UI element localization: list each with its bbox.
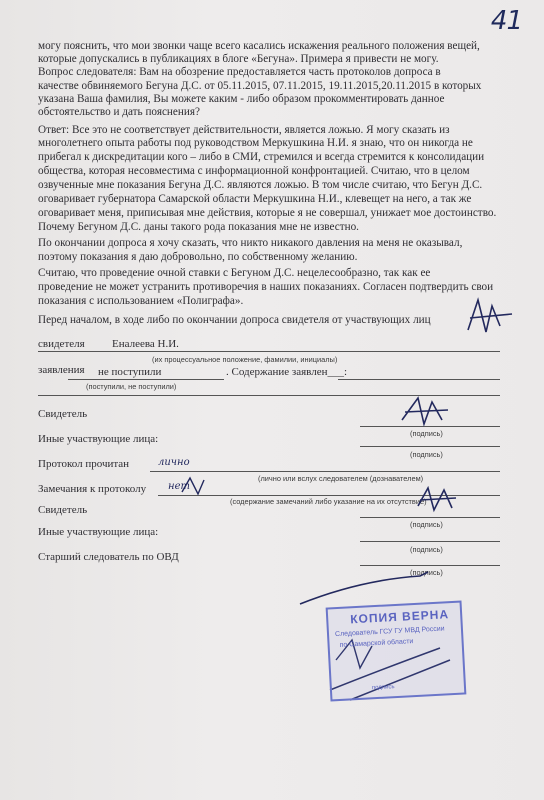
body-line: оговаривает меня, приписывая мне действия, которые я не совершал, унижает мое достоинство. xyxy=(38,207,497,219)
body-line: По окончании допроса я хочу сказать, что никто никакого давления на меня не оказывал, xyxy=(38,237,463,249)
body-line: Перед началом, в ходе либо по окончании допроса свидетеля от участвующих лиц xyxy=(38,314,431,326)
sign-caption: (подпись) xyxy=(410,450,443,459)
stamp-line: подпись xyxy=(371,684,395,692)
sign-label-read: Протокол прочитан xyxy=(38,458,130,470)
body-line: поэтому показания я даю добровольно, по собственному желанию. xyxy=(38,251,358,263)
sign-caption: (подпись) xyxy=(410,568,443,577)
signature-mark xyxy=(402,398,448,424)
sign-caption: (подпись) xyxy=(410,429,443,438)
read-caption: (лично или вслух следователем (дознавателем) xyxy=(258,474,424,483)
body-line: общества, которая несовместима с информационной конфронтацией. Считаю, что в целом xyxy=(38,165,470,177)
body-line: озвученные мне показания Бегуна Д.С. являются ложью. В том числе считаю, что Бегун Д.С. xyxy=(38,179,483,191)
body-line: оговаривает губернатора Самарской области Меркушкина Н.И., клевещет на него, а так же xyxy=(38,193,472,205)
copy-certified-stamp xyxy=(326,601,467,702)
signature-mark xyxy=(300,572,428,604)
sign-label-witness-2: Свидетель xyxy=(38,504,88,516)
body-line: которые допускались в публикациях в блоге «Бегуна». Примера я привести не могу. xyxy=(38,53,439,65)
remarks-handwriting: нет xyxy=(168,481,190,492)
statements-value: не поступили xyxy=(98,366,162,378)
statements-caption: (поступили, не поступили) xyxy=(86,382,177,391)
body-line: указана Ваша фамилия, Вы можете каким - либо образом прокомментировать данное xyxy=(38,93,445,105)
stamp-line: по Самарской области xyxy=(339,638,414,649)
body-line: Ответ: Все это не соответствует действительности, является ложью. Я могу сказать из xyxy=(38,124,450,136)
witness-caption: (их процессуальное положение, фамилии, инициалы) xyxy=(152,355,338,364)
sign-label-witness: Свидетель xyxy=(38,408,88,420)
body-line: показания с использованием «Полиграфа». xyxy=(38,295,244,307)
body-line: могу пояснить, что мои звонки чаще всего касались искажения реального положения вещей, xyxy=(38,40,480,52)
body-line: прибегал к дискредитации кого – либо в СМИ, стремился и всегда стремится к консолидации xyxy=(38,151,485,163)
body-line: качестве обвиняемого Бегуна Д.С. от 05.11.2015, 07.11.2015, 19.11.2015,20.11.2015 в которых xyxy=(38,80,482,92)
body-line: Считаю, что проведение очной ставки с Бегуном Д.С. нецелесообразно, так как ее xyxy=(38,267,431,279)
sign-label-participants-2: Иные участвующие лица: xyxy=(38,526,159,538)
sign-label-investigator: Старший следователь по ОВД xyxy=(38,551,179,563)
witness-name: Еналеева Н.И. xyxy=(112,338,179,350)
stamp-title: КОПИЯ ВЕРНА xyxy=(349,607,450,627)
body-line: Вопрос следователя: Вам на обозрение предоставляется часть протоколов допроса в xyxy=(38,66,441,78)
signature-mark xyxy=(468,300,512,332)
content-label: . Содержание заявлен___: xyxy=(226,366,348,378)
body-line: проведение не может устранить противоречия в наших показаниях. Согласен подтвердить свои xyxy=(38,281,494,293)
page-number: 41 xyxy=(490,6,522,36)
body-line: многолетнего опыта работы под руководством Меркушкина Н.И. я знаю, что он никогда не xyxy=(38,137,473,149)
read-handwriting: лично xyxy=(158,457,190,468)
sign-caption: (подпись) xyxy=(410,545,443,554)
stamp-line: Следователь ГСУ ГУ МВД России xyxy=(334,625,445,639)
sign-label-participants: Иные участвующие лица: xyxy=(38,433,159,445)
signature-mark xyxy=(182,478,204,494)
witness-prefix: свидетеля xyxy=(38,338,85,350)
body-line: обстоятельство и дать пояснения? xyxy=(38,106,200,118)
sign-caption: (подпись) xyxy=(410,520,443,529)
statements-label: заявления xyxy=(38,364,85,376)
signature-mark xyxy=(418,488,456,510)
sign-label-remarks: Замечания к протоколу xyxy=(38,483,147,495)
remarks-caption: (содержание замечаний либо указание на их отсутствие) xyxy=(230,497,427,506)
body-line: Почему Бегуном Д.С. даны такого рода показания мне не известно. xyxy=(38,221,359,233)
